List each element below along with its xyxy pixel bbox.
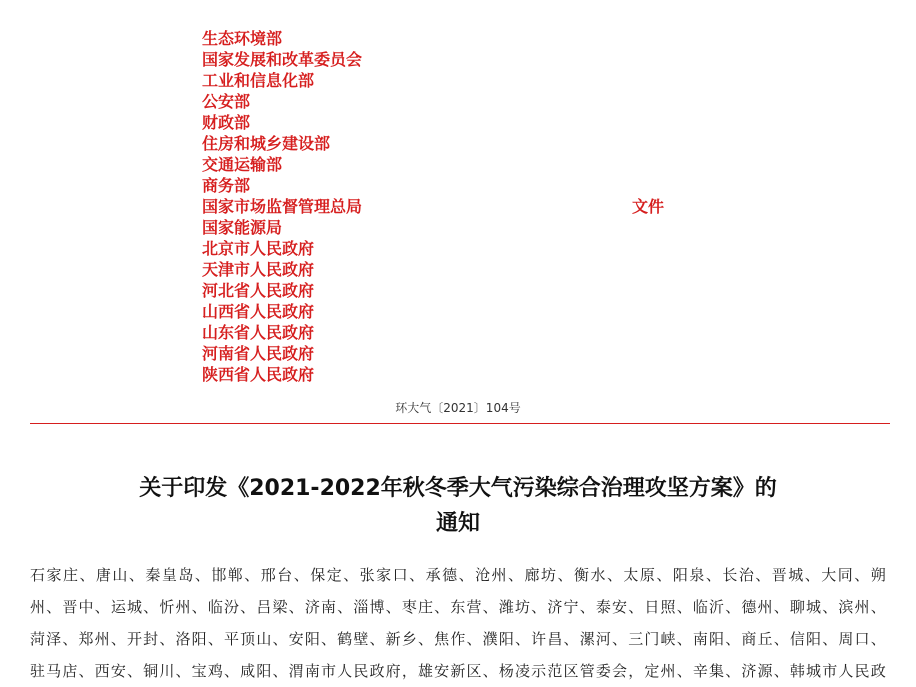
recipients-line: 驻马店、西安、铜川、宝鸡、咸阳、渭南市人民政府，雄安新区、杨凌示范区管委会，定州、辛集、济源、韩城市人民政 xyxy=(30,662,886,680)
issuer-name: 国家市场监督管理总局 xyxy=(202,197,363,216)
issuer-name: 河北省人民政府 xyxy=(202,281,315,300)
recipients-line: 菏泽、郑州、开封、洛阳、平顶山、安阳、鹤壁、新乡、焦作、濮阳、许昌、漯河、三门峡、南阳、商丘、信阳、周口、 xyxy=(30,630,886,648)
issuer-name: 河南省人民政府 xyxy=(202,344,315,363)
recipients-line: 石家庄、唐山、秦皇岛、邯郸、邢台、保定、张家口、承德、沧州、廊坊、衡水、太原、阳泉、长治、晋城、大同、朔 xyxy=(30,566,886,584)
issuer-name: 工业和信息化部 xyxy=(202,71,315,90)
document-type-label: 文件 xyxy=(632,197,665,216)
recipients-paragraph xyxy=(30,559,886,687)
issuer-name: 交通运输部 xyxy=(202,155,283,174)
issuer-name: 天津市人民政府 xyxy=(202,260,315,279)
issuer-name: 山东省人民政府 xyxy=(202,323,315,342)
issuer-name: 财政部 xyxy=(202,113,251,132)
recipients-line: 州、晋中、运城、忻州、临汾、吕梁、济南、淄博、枣庄、东营、潍坊、济宁、泰安、日照、临沂、德州、聊城、滨州、 xyxy=(30,598,886,616)
issuer-name: 生态环境部 xyxy=(202,29,283,48)
document-number: 环大气〔2021〕104号 xyxy=(395,401,521,415)
issuer-name: 陕西省人民政府 xyxy=(202,365,315,384)
issuer-name: 山西省人民政府 xyxy=(202,302,315,321)
red-divider xyxy=(30,423,890,424)
issuer-name: 住房和城乡建设部 xyxy=(202,134,331,153)
issuer-list xyxy=(202,28,362,385)
document-title xyxy=(30,471,886,541)
issuer-name: 商务部 xyxy=(202,176,251,195)
title-line-2: 通知 xyxy=(435,510,480,536)
title-line-1: 关于印发《2021-2022年秋冬季大气污染综合治理攻坚方案》的 xyxy=(139,475,777,501)
issuer-name: 国家发展和改革委员会 xyxy=(202,50,363,69)
issuer-name: 国家能源局 xyxy=(202,218,283,237)
issuer-name: 公安部 xyxy=(202,92,251,111)
issuer-name: 北京市人民政府 xyxy=(202,239,315,258)
